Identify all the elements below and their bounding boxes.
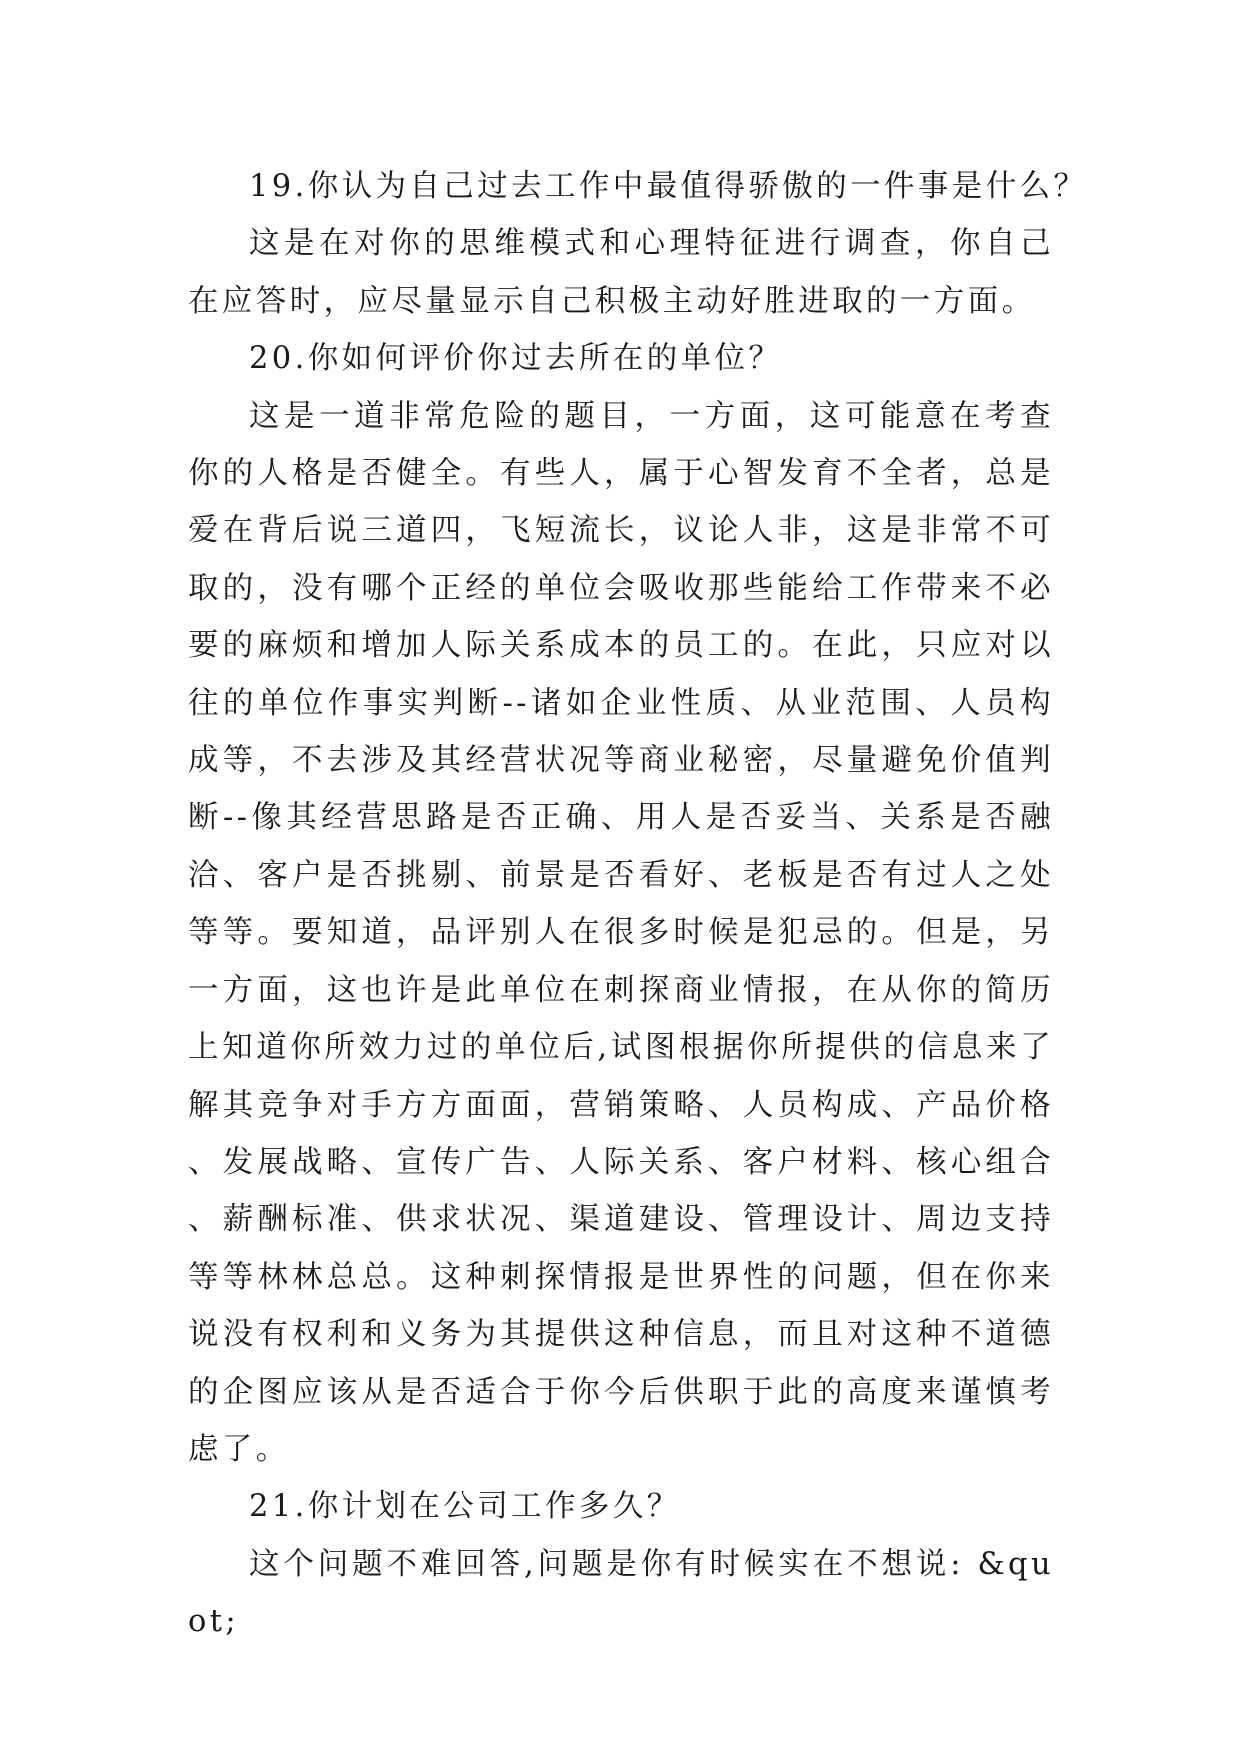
document-body [188,158,1088,1651]
question-21-heading: 21.你计划在公司工作多久？ [249,1489,681,1525]
answer-20-paragraph: 这是一道非常危险的题目，一方面，这可能意在考查你的人格是否健全。有些人，属于心智发育不全者，总是爱在背后说三道四，飞短流长，议论人非，这是非常不可取的，没有哪个正经的单位会吸收那些能给工作带来不必要的麻烦和增加人际关系成本的员工的。在此，只应对以往的单位作事实判断--诸如企业性质、从业范围、人员构成等，不去涉及其经营状况等商业秘密，尽量避免价值判断--像其经营思路是否正确、用人是否妥当、关系是否融洽、客户是否挑剔、前景是否看好、老板是否有过人之处等等。要知道，品评别人在很多时候是犯忌的。但是，另一方面，这也许是此单位在刺探商业情报，在从你的简历上知道你所效力过的单位后,试图根据你所提供的信息来了解其竞争对手方方面面，营销策略、人员构成、产品价格、发展战略、宣传广告、人际关系、客户材料、核心组合、薪酬标准、供求状况、渠道建设、管理设计、周边支持等等林林总总。这种刺探情报是世界性的问题，但在你来说没有权利和义务为其提供这种信息，而且对这种不道德的企图应该从是否适合于你今后供职于此的高度来谨慎考虑了。 [188,398,1054,1467]
answer-21-paragraph: 这个问题不难回答,问题是你有时候实在不想说: &quot; [188,1546,1054,1640]
answer-19-paragraph: 这是在对你的思维模式和心理特征进行调查，你自己在应答时，应尽量显示自己积极主动好胜进取的一方面。 [188,226,1054,319]
question-20-heading: 20.你如何评价你过去所在的单位？ [249,341,783,377]
question-19-heading: 19.你认为自己过去工作中最值得骄傲的一件事是什么？ [249,169,1088,204]
